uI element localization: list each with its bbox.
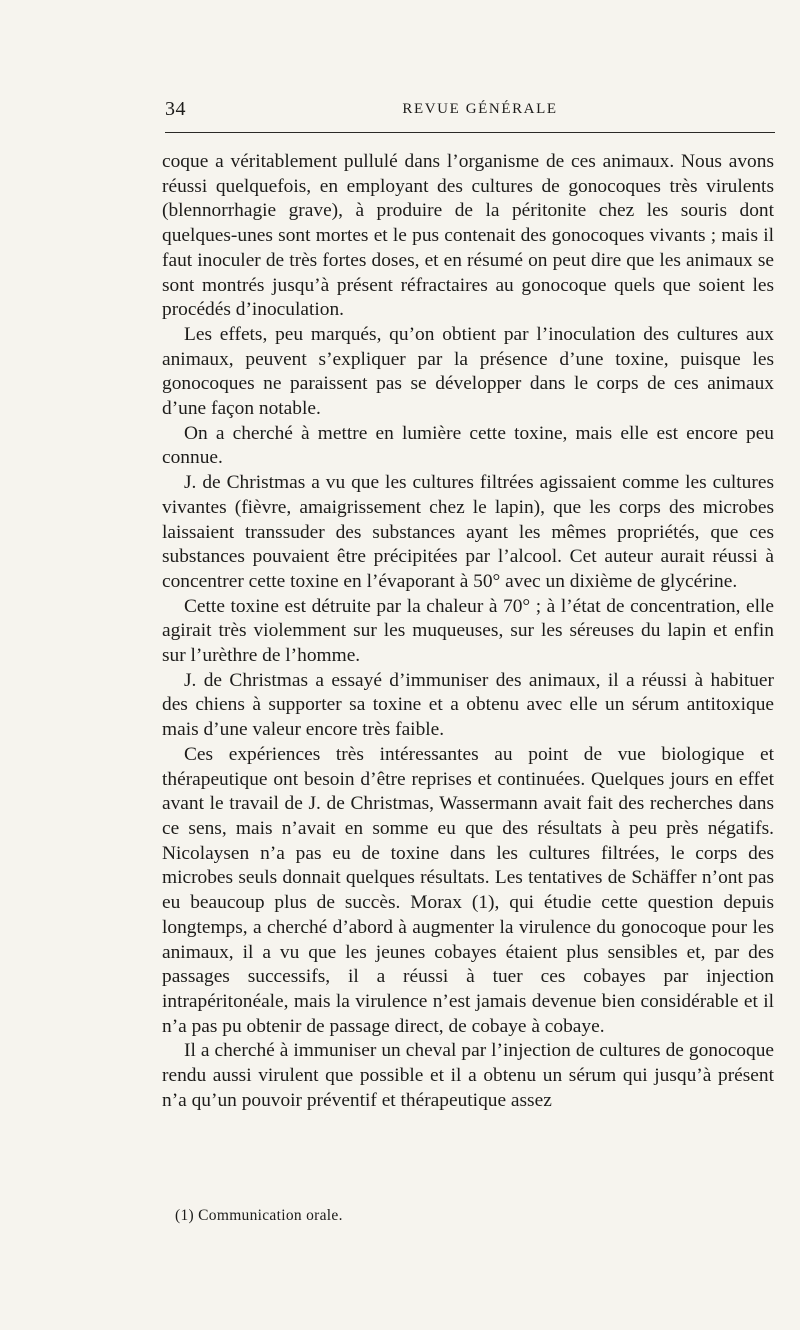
footnote: (1) Communication orale.	[175, 1207, 343, 1224]
paragraph: On a cherché à mettre en lumière cette toxine, mais elle est encore peu connue.	[162, 422, 774, 469]
page-number: 34	[165, 98, 186, 120]
paragraph: J. de Christmas a vu que les cultures filtrées agissaient comme les cultures vivantes (fièvre, amaigrissement chez le lapin), que les corps des microbes laissaient transsuder des substances ayant les mêmes propriétés, que ces substances pouvaient être précipitées par l’alcool. Cet auteur aurait réussi à concentrer cette toxine en l’évaporant à 50° avec un dixième de glycérine.	[162, 472, 774, 592]
page-header	[165, 98, 775, 126]
paragraph: Il a cherché à immuniser un cheval par l’injection de cultures de gonocoque rendu aussi virulent que possible et il a obtenu un sérum qui jusqu’à présent n’a qu’un pouvoir préventif et thérapeutique assez	[162, 1040, 774, 1111]
paragraph: coque a véritablement pullulé dans l’organisme de ces animaux. Nous avons réussi quelquefois, en employant des cultures de gonocoques très virulents (blennorrhagie grave), à produire de la péritonite chez les souris dont quelques-unes sont mortes et le pus contenait des gonocoques vivants ; mais il faut inoculer de très fortes doses, et en résumé on peut dire que les animaux se sont montrés jusqu’à présent réfractaires au gonocoque quels que soient les procédés d’inoculation.	[162, 151, 774, 321]
paragraph: Les effets, peu marqués, qu’on obtient par l’inoculation des cultures aux animaux, peuvent s’expliquer par la présence d’une toxine, puisque les gonocoques ne paraissent pas se développer dans le corps de ces animaux d’une façon notable.	[162, 323, 774, 420]
body-text	[162, 150, 774, 1113]
paragraph: Ces expériences très intéressantes au point de vue biologique et thérapeutique ont besoin d’être reprises et continuées. Quelques jours en effet avant le travail de J. de Christmas, Wassermann avait fait des recherches dans ce sens, mais n’avait en somme eu que des résultats à peu près négatifs. Nicolaysen n’a pas eu de toxine dans les cultures filtrées, le corps des microbes seuls donnait quelques résultats. Les tentatives de Schäffer n’ont pas eu beaucoup plus de succès. Morax (1), qui étudie cette question depuis longtemps, a cherché d’abord à augmenter la virulence du gonocoque pour les animaux, il a vu que les jeunes cobayes étaient plus sensibles et, par des passages successifs, il a réussi à tuer ces cobayes par injection intrapéritonéale, mais la virulence n’est jamais devenue bien considérable et il n’a pas pu obtenir de passage direct, de cobaye à cobaye.	[162, 743, 774, 1037]
header-rule	[165, 132, 775, 133]
paragraph: J. de Christmas a essayé d’immuniser des animaux, il a réussi à habituer des chiens à supporter sa toxine et a obtenu avec elle un sérum antitoxique mais d’une valeur encore très faible.	[162, 669, 774, 741]
running-title: REVUE GÉNÉRALE	[402, 101, 558, 117]
paragraph: Cette toxine est détruite par la chaleur à 70° ; à l’état de concentration, elle agirait très violemment sur les muqueuses, sur les séreuses du lapin et enfin sur l’urèthre de l’homme.	[162, 595, 774, 667]
